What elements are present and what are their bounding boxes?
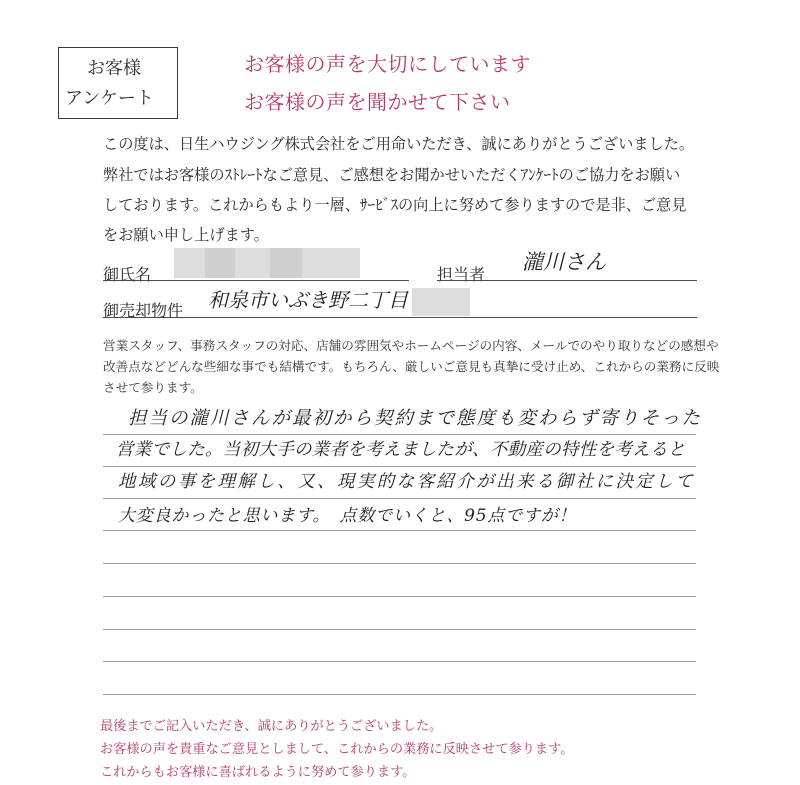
ruled-line bbox=[103, 596, 696, 597]
instruction-line: させて参ります。 bbox=[103, 380, 203, 395]
badge-line-2: アンケート bbox=[65, 88, 154, 109]
ruled-line bbox=[103, 694, 696, 695]
footer-line: これからもお客様に喜ばれるように努めて参ります。 bbox=[100, 765, 416, 780]
comment-line: 担当の瀧川さんが最初から契約まで態度も変わらず寄りそった bbox=[128, 408, 703, 429]
redacted-property-detail bbox=[412, 288, 470, 316]
footer-line: お客様の声を貴重なご意見としまして、これからの業務に反映させて参ります。 bbox=[100, 742, 574, 757]
comment-line: 地域の事を理解し、又、現実的な客紹介が出来る御社に決定して bbox=[118, 472, 696, 492]
comment-line: 大変良かったと思います。 点数でいくと、95点ですが！ bbox=[118, 506, 577, 526]
instruction-line: 営業スタッフ、事務スタッフの対応、店舗の雰囲気やホームページの内容、メールでのやり取りなどの感想や bbox=[103, 338, 719, 353]
staff-label: 担当者 bbox=[437, 265, 486, 284]
ruled-line bbox=[103, 466, 696, 467]
comment-line: 営業でした。当初大手の業者を考えましたが、不動産の特性を考えると bbox=[116, 440, 686, 460]
ruled-line bbox=[103, 629, 696, 630]
ruled-line bbox=[103, 530, 696, 531]
property-value: 和泉市いぶき野二丁目 bbox=[208, 288, 408, 312]
property-label: 御売却物件 bbox=[103, 301, 184, 320]
ruled-line bbox=[103, 661, 696, 662]
redaction-block bbox=[270, 248, 302, 278]
property-underline bbox=[103, 317, 697, 318]
headline-line-2: お客様の声を聞かせて下さい bbox=[244, 90, 511, 114]
redaction-block bbox=[205, 248, 235, 278]
ruled-line bbox=[103, 563, 696, 564]
intro-line: をお願い申し上げます。 bbox=[103, 226, 269, 244]
ruled-line bbox=[103, 434, 696, 435]
headline-line-1: お客様の声を大切にしています bbox=[244, 52, 531, 76]
intro-line: しております。これからもより一層、ｻｰﾋﾞｽの向上に努めて参りますので是非、ご意見 bbox=[103, 196, 687, 214]
name-label: 御氏名 bbox=[103, 265, 152, 284]
staff-underline bbox=[437, 280, 697, 281]
intro-line: 弊社ではお客様のｽﾄﾚｰﾄなご意見、ご感想をお聞かせいただくｱﾝｹｰﾄのご協力をお願い bbox=[103, 166, 681, 184]
redacted-name bbox=[174, 248, 360, 278]
instruction-line: 改善点などどんな些細な事でも結構です。もちろん、厳しいご意見も真摯に受け止め、これからの業務に反映 bbox=[103, 359, 720, 374]
footer-line: 最後までご記入いただき、誠にありがとうございました。 bbox=[100, 719, 443, 734]
intro-line: この度は、日生ハウジング株式会社をご用命いただき、誠にありがとうございました。 bbox=[103, 135, 695, 153]
name-underline bbox=[103, 280, 409, 281]
survey-badge bbox=[58, 47, 178, 119]
ruled-line bbox=[103, 498, 696, 499]
staff-value: 瀧川さん bbox=[522, 250, 606, 274]
badge-line-1: お客様 bbox=[87, 58, 141, 79]
